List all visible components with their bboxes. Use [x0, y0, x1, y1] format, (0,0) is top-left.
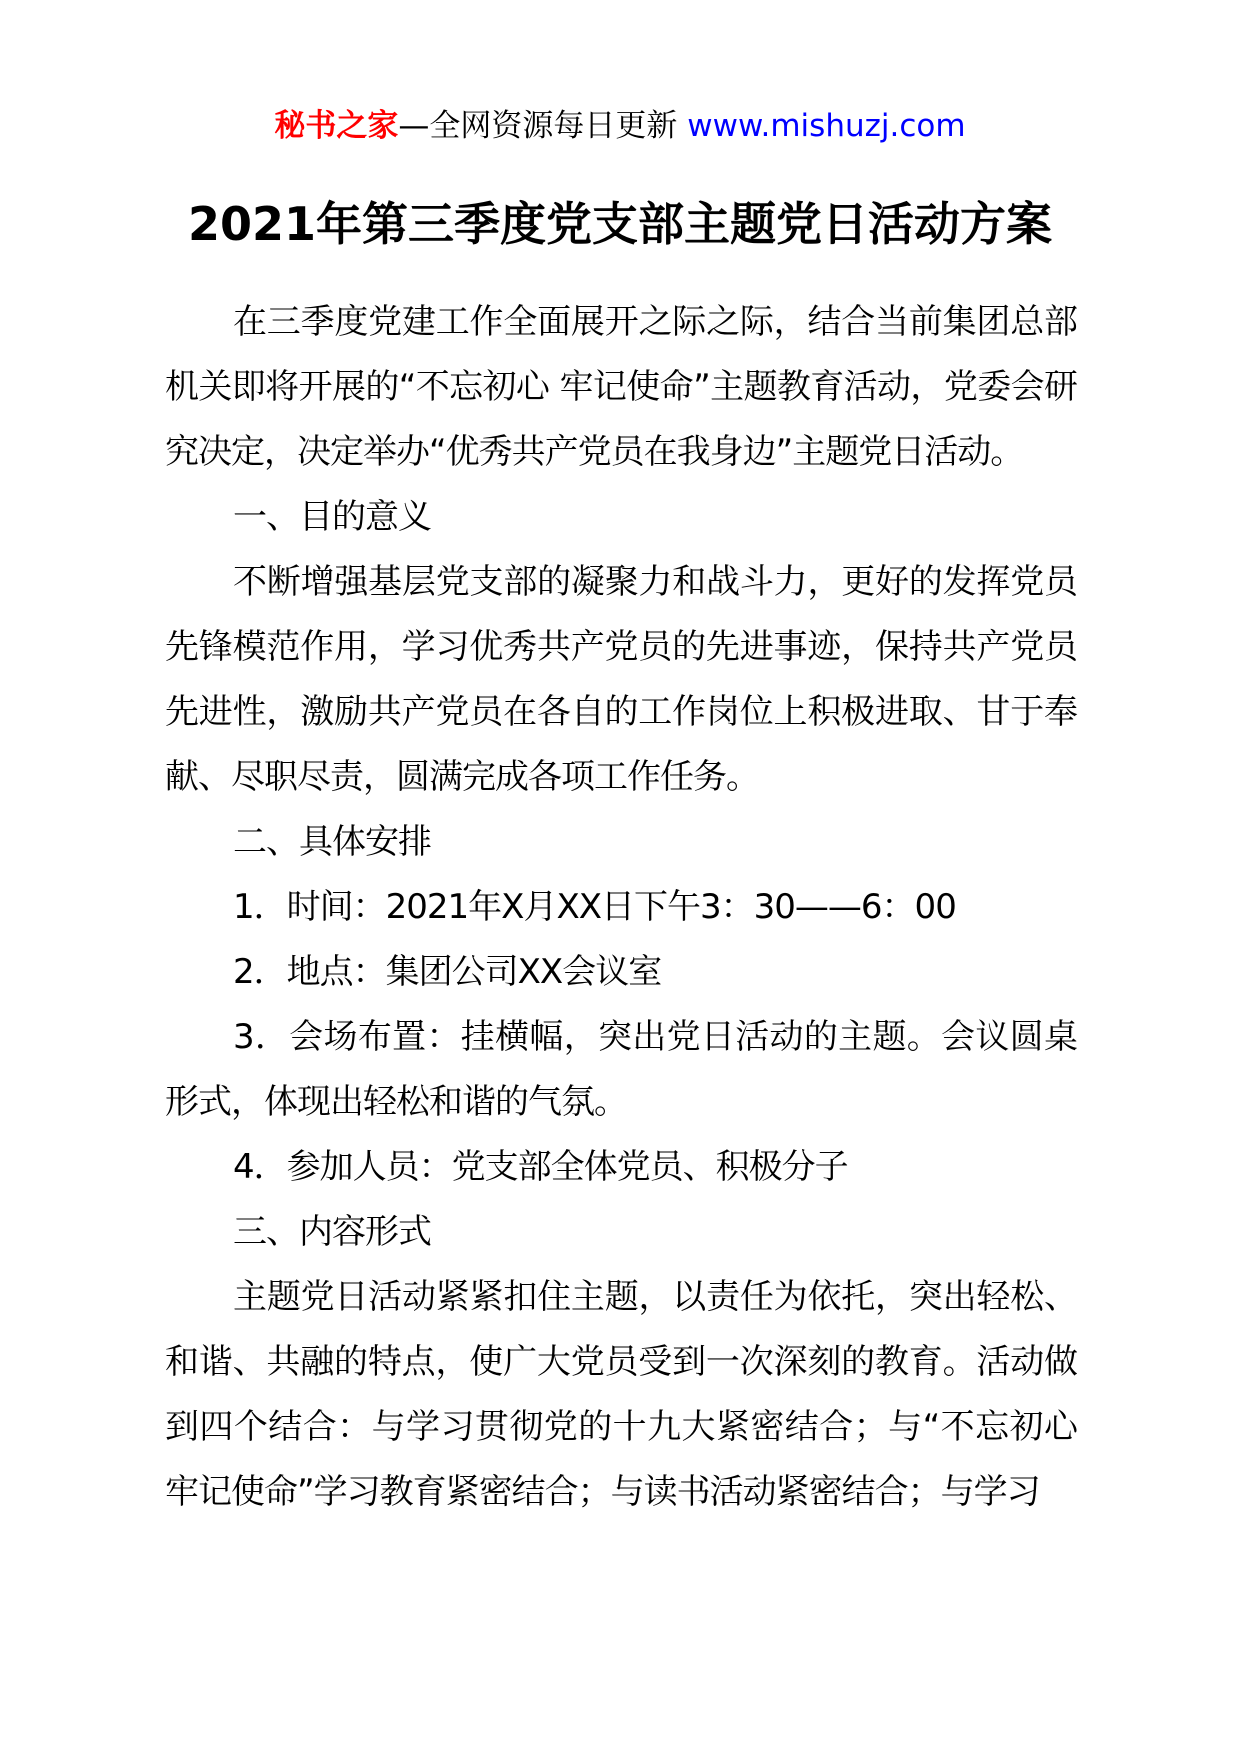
intro-paragraph: 在三季度党建工作全面展开之际之际，结合当前集团总部机关即将开展的“不忘初心 牢记使命”主题教育活动，党委会研究决定，决定举办“优秀共产党员在我身边”主题党日活动。 [165, 302, 1077, 472]
header-slogan: —全网资源每日更新 [398, 108, 678, 144]
section-heading-purpose: 一、目的意义 [233, 497, 431, 537]
site-header [0, 104, 1240, 148]
document-title: 2021年第三季度党支部主题党日活动方案 [187, 197, 1053, 251]
arrangement-venue-setup: 3．会场布置：挂横幅，突出党日活动的主题。会议圆桌形式，体现出轻松和谐的气氛。 [165, 1017, 1077, 1122]
section-heading-content: 三、内容形式 [233, 1212, 431, 1252]
arrangement-participants: 4．参加人员：党支部全体党员、积极分子 [233, 1147, 848, 1187]
arrangement-time: 1．时间：2021年X月XX日下午3：30——6：00 [233, 887, 956, 927]
brand-name: 秘书之家 [274, 108, 399, 144]
site-url-link[interactable]: www.mishuzj.com [687, 108, 966, 144]
purpose-paragraph: 不断增强基层党支部的凝聚力和战斗力，更好的发挥党员先锋模范作用，学习优秀共产党员的先进事迹，保持共产党员先进性，激励共产党员在各自的工作岗位上积极进取、甘于奉献、尽职尽责，圆满完成各项工作任务。 [165, 562, 1077, 797]
section-heading-arrangement: 二、具体安排 [233, 822, 431, 862]
content-paragraph: 主题党日活动紧紧扣住主题，以责任为依托，突出轻松、和谐、共融的特点，使广大党员受到一次深刻的教育。活动做到四个结合：与学习贯彻党的十九大紧密结合；与“不忘初心 牢记使命”学习教育紧密结合；与读书活动紧密结合；与学习 [165, 1277, 1077, 1512]
document-body [165, 290, 1077, 1525]
arrangement-location: 2．地点：集团公司XX会议室 [233, 952, 662, 992]
